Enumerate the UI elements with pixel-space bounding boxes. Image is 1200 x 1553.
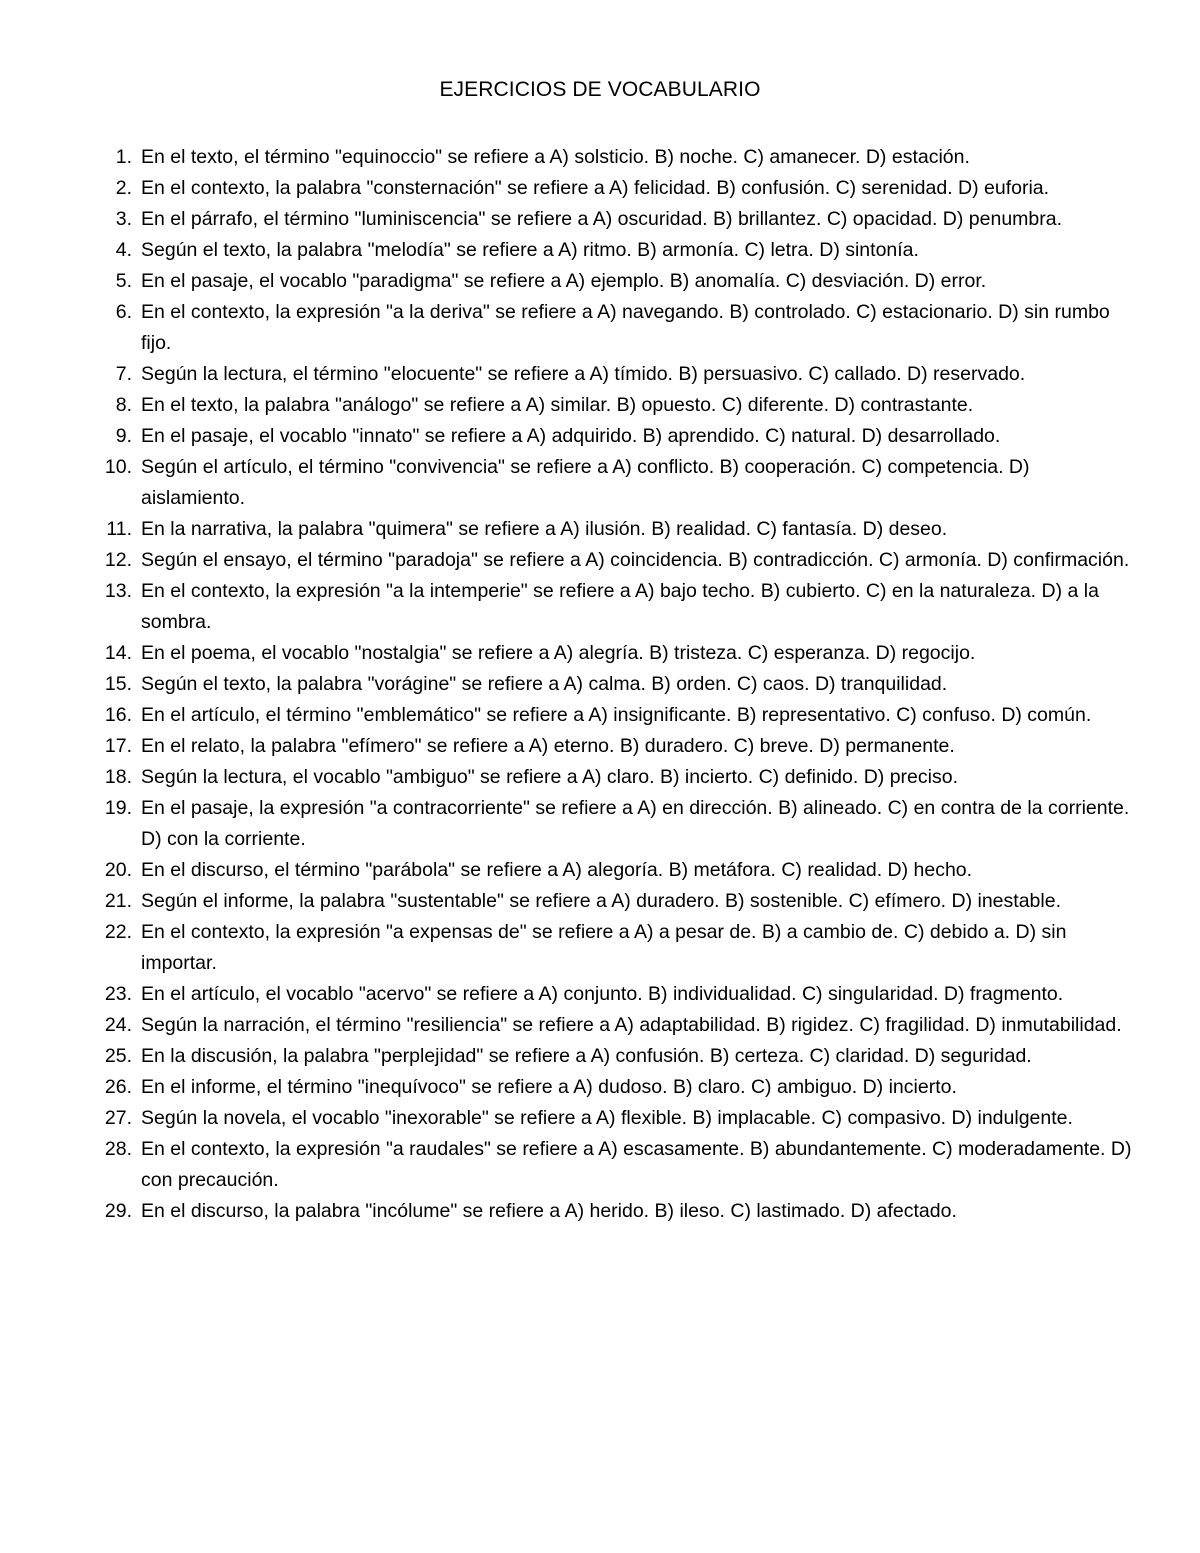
item-number: 18. [104, 766, 132, 788]
item-number: 12. [104, 549, 132, 571]
list-item [96, 1134, 1136, 1196]
list-item [96, 576, 1136, 638]
item-text: Según la lectura, el vocablo "ambiguo" se refiere a A) claro. B) incierto. C) definido. D) preciso. [141, 766, 958, 788]
list-item [96, 1072, 1136, 1103]
item-number: 19. [104, 797, 132, 819]
list-item [96, 235, 1136, 266]
item-text: En el artículo, el vocablo "acervo" se refiere a A) conjunto. B) individualidad. C) singularidad. D) fragmento. [141, 983, 1064, 1005]
item-text: En el discurso, la palabra "incólume" se refiere a A) herido. B) ileso. C) lastimado. D) afectado. [141, 1200, 957, 1222]
list-item [96, 173, 1136, 204]
item-number: 5. [115, 270, 132, 292]
item-number: 26. [104, 1076, 132, 1098]
item-number: 25. [104, 1045, 132, 1067]
item-text: En el texto, el término "equinoccio" se refiere a A) solsticio. B) noche. C) amanecer. D) estación. [141, 146, 970, 168]
item-text: En el pasaje, la expresión "a contracorriente" se refiere a A) en dirección. B) alineado. C) en contra de la corriente. D) con la corriente. [141, 797, 1130, 850]
item-text: En el discurso, el término "parábola" se refiere a A) alegoría. B) metáfora. C) realidad. D) hecho. [141, 859, 973, 881]
item-number: 1. [115, 146, 132, 168]
item-text: En el contexto, la expresión "a la intemperie" se refiere a A) bajo techo. B) cubierto. C) en la naturaleza. D) a la sombra. [141, 580, 1099, 633]
item-number: 3. [115, 208, 132, 230]
item-number: 27. [104, 1107, 132, 1129]
item-text: Según el artículo, el término "convivencia" se refiere a A) conflicto. B) cooperación. C) competencia. D) aislamiento. [141, 456, 1030, 509]
item-text: En la narrativa, la palabra "quimera" se refiere a A) ilusión. B) realidad. C) fantasía. D) deseo. [141, 518, 948, 540]
exercise-list [96, 142, 1136, 1227]
list-item [96, 669, 1136, 700]
item-number: 10. [104, 456, 132, 478]
item-text: Según el texto, la palabra "vorágine" se refiere a A) calma. B) orden. C) caos. D) tranquilidad. [141, 673, 948, 695]
item-text: Según la novela, el vocablo "inexorable" se refiere a A) flexible. B) implacable. C) compasivo. D) indulgente. [141, 1107, 1073, 1129]
item-text: Según la narración, el término "resiliencia" se refiere a A) adaptabilidad. B) rigidez. C) fragilidad. D) inmutabilidad. [141, 1014, 1122, 1036]
item-number: 9. [115, 425, 132, 447]
document-title: EJERCICIOS DE VOCABULARIO [439, 78, 761, 101]
list-item [96, 452, 1136, 514]
item-text: En el artículo, el término "emblemático" se refiere a A) insignificante. B) representativo. C) confuso. D) común. [141, 704, 1092, 726]
list-item [96, 297, 1136, 359]
list-item [96, 266, 1136, 297]
list-item [96, 1041, 1136, 1072]
list-item [96, 390, 1136, 421]
list-item [96, 700, 1136, 731]
list-item [96, 142, 1136, 173]
list-item [96, 762, 1136, 793]
item-number: 23. [104, 983, 132, 1005]
list-item [96, 1196, 1136, 1227]
list-item [96, 731, 1136, 762]
list-item [96, 545, 1136, 576]
item-number: 15. [104, 673, 132, 695]
list-item [96, 421, 1136, 452]
list-item [96, 793, 1136, 855]
item-number: 17. [104, 735, 132, 757]
item-number: 13. [104, 580, 132, 602]
item-text: En el informe, el término "inequívoco" se refiere a A) dudoso. B) claro. C) ambiguo. D) incierto. [141, 1076, 957, 1098]
item-number: 14. [104, 642, 132, 664]
item-text: En el contexto, la expresión "a expensas de" se refiere a A) a pesar de. B) a cambio de. C) debido a. D) sin importar. [141, 921, 1067, 974]
list-item [96, 979, 1136, 1010]
list-item [96, 359, 1136, 390]
item-text: En el contexto, la expresión "a raudales" se refiere a A) escasamente. B) abundantemente. C) moderadamente. D) con precaución. [141, 1138, 1132, 1191]
item-text: En el párrafo, el término "luminiscencia" se refiere a A) oscuridad. B) brillantez. C) opacidad. D) penumbra. [141, 208, 1063, 230]
item-text: En el contexto, la expresión "a la deriva" se refiere a A) navegando. B) controlado. C) estacionario. D) sin rumbo fijo. [141, 301, 1110, 354]
item-text: En el poema, el vocablo "nostalgia" se refiere a A) alegría. B) tristeza. C) esperanza. D) regocijo. [141, 642, 976, 664]
list-item [96, 638, 1136, 669]
item-text: En el contexto, la palabra "consternación" se refiere a A) felicidad. B) confusión. C) serenidad. D) euforia. [141, 177, 1050, 199]
list-item [96, 917, 1136, 979]
item-number: 11. [106, 518, 132, 540]
list-item [96, 855, 1136, 886]
item-number: 16. [104, 704, 132, 726]
list-item [96, 204, 1136, 235]
item-number: 21. [104, 890, 132, 912]
item-number: 28. [104, 1138, 132, 1160]
item-text: Según el ensayo, el término "paradoja" se refiere a A) coincidencia. B) contradicción. C) armonía. D) confirmación. [141, 549, 1130, 571]
item-number: 24. [104, 1014, 132, 1036]
list-item [96, 1103, 1136, 1134]
item-number: 6. [115, 301, 132, 323]
item-number: 29. [104, 1200, 132, 1222]
list-item [96, 514, 1136, 545]
list-item [96, 886, 1136, 917]
item-text: En la discusión, la palabra "perplejidad" se refiere a A) confusión. B) certeza. C) claridad. D) seguridad. [141, 1045, 1032, 1067]
item-number: 2. [115, 177, 132, 199]
item-text: En el pasaje, el vocablo "innato" se refiere a A) adquirido. B) aprendido. C) natural. D) desarrollado. [141, 425, 1001, 447]
item-text: En el texto, la palabra "análogo" se refiere a A) similar. B) opuesto. C) diferente. D) contrastante. [141, 394, 974, 416]
item-text: Según el texto, la palabra "melodía" se refiere a A) ritmo. B) armonía. C) letra. D) sintonía. [141, 239, 919, 261]
item-number: 20. [104, 859, 132, 881]
item-text: En el relato, la palabra "efímero" se refiere a A) eterno. B) duradero. C) breve. D) permanente. [141, 735, 955, 757]
item-number: 22. [104, 921, 132, 943]
item-number: 4. [115, 239, 132, 261]
item-text: En el pasaje, el vocablo "paradigma" se refiere a A) ejemplo. B) anomalía. C) desviación. D) error. [141, 270, 987, 292]
item-number: 7. [115, 363, 132, 385]
list-item [96, 1010, 1136, 1041]
item-number: 8. [115, 394, 132, 416]
item-text: Según la lectura, el término "elocuente" se refiere a A) tímido. B) persuasivo. C) callado. D) reservado. [141, 363, 1026, 385]
item-text: Según el informe, la palabra "sustentable" se refiere a A) duradero. B) sostenible. C) efímero. D) inestable. [141, 890, 1061, 912]
